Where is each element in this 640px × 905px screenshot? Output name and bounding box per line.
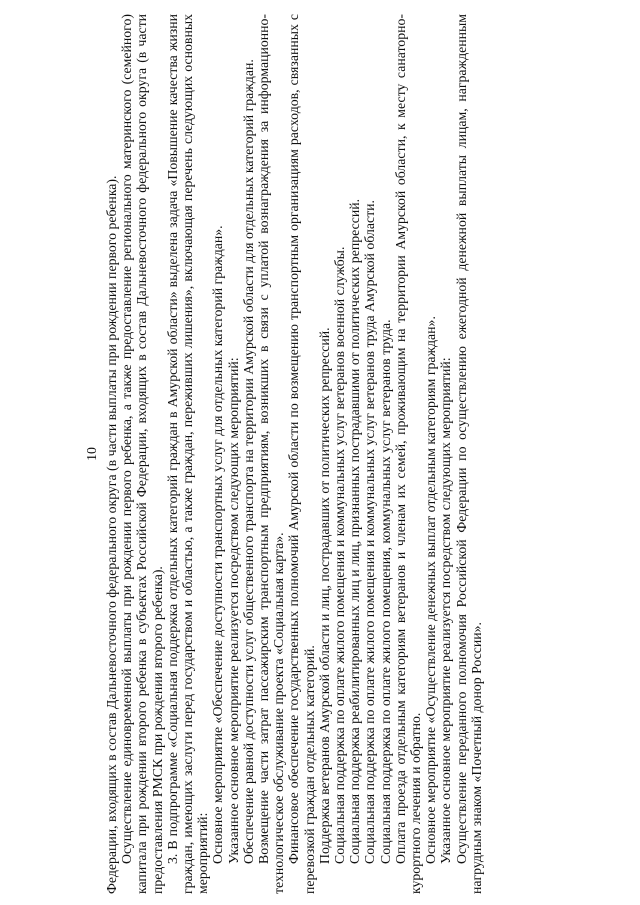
paragraph-continuation: Федерации, входящих в состав Дальневосточного федерального округа (в части выплаты при рождении первого ребенка). [104, 175, 119, 894]
rotated-page-content [84, 14, 544, 894]
body-text [104, 14, 484, 894]
page-number: 10 [84, 447, 99, 461]
paragraph: Осуществление единовременной выплаты при рождении первого ребенка, а также предоставление регионального материнского (семейного) капитала при рождении второго ребенка в субъектах Российской Федерации, входящих в состав Дальневосточного федерального округа (в части предоставления РМСК при рождении второго ребенка). [119, 14, 165, 894]
paragraph: Указанное основное мероприятие реализуется посредством следующих мероприятий: [225, 357, 241, 864]
paragraph: Финансовое обеспечение государственных полномочий Амурской области по возмещению транспортным организациям расходов, связанных с перевозкой граждан отдельных категорий. [286, 14, 317, 894]
paragraph: Социальная поддержка реабилитированных лиц и лиц, признанных пострадавшими от политических репрессий. [347, 198, 363, 864]
paragraph: Социальная поддержка по оплате жилого помещения и коммунальных услуг ветеранов военной службы. [332, 246, 348, 864]
paragraph: Осуществление переданного полномочия Российской Федерации по осуществлению ежегодной денежной выплаты лицам, награжденным нагрудным знаком «Почетный донор России». [453, 14, 484, 894]
paragraph: Возмещение части затрат пассажирским транспортным предприятиям, возникших в связи с уплатой вознаграждения за информационно-технологическое обслуживание проекта «Социальная карта». [256, 14, 287, 894]
paragraph: Поддержка ветеранов Амурской области и лиц, пострадавших от политических репрессий. [316, 327, 332, 864]
paragraph-subprogram-intro: 3. В подпрограмме «Социальная поддержка отдельных категорий граждан в Амурской области» выделена задача «Повышение качества жизни граждан, имеющих заслуги перед государством и областью, а также граждан, переживших лишения», включающая перечень следующих основных мероприятий: [164, 14, 211, 894]
paragraph: Основное мероприятие «Осуществление денежных выплат отдельным категориям граждан». [423, 316, 439, 864]
paragraph: Оплата проезда отдельным категориям ветеранов и членам их семей, проживающим на территории Амурской области, к месту санаторно-курортного лечения и обратно. [392, 14, 424, 894]
paragraph: Основное мероприятие «Обеспечение доступности транспортных услуг для отдельных категорий граждан». [210, 225, 226, 864]
paragraph: Обеспечение равной доступности услуг общественного транспорта на территории Амурской области для отдельных категорий граждан. [240, 59, 256, 864]
paragraph: Социальная поддержка по оплате жилого помещения и коммунальных услуг ветеранов труда Амурской области. [362, 200, 378, 864]
paragraph: Указанное основное мероприятие реализуется посредством следующих мероприятий: [438, 357, 454, 864]
paragraph: Социальная поддержка по оплате жилого помещения, коммунальных услуг ветеранов труда. [377, 319, 393, 864]
